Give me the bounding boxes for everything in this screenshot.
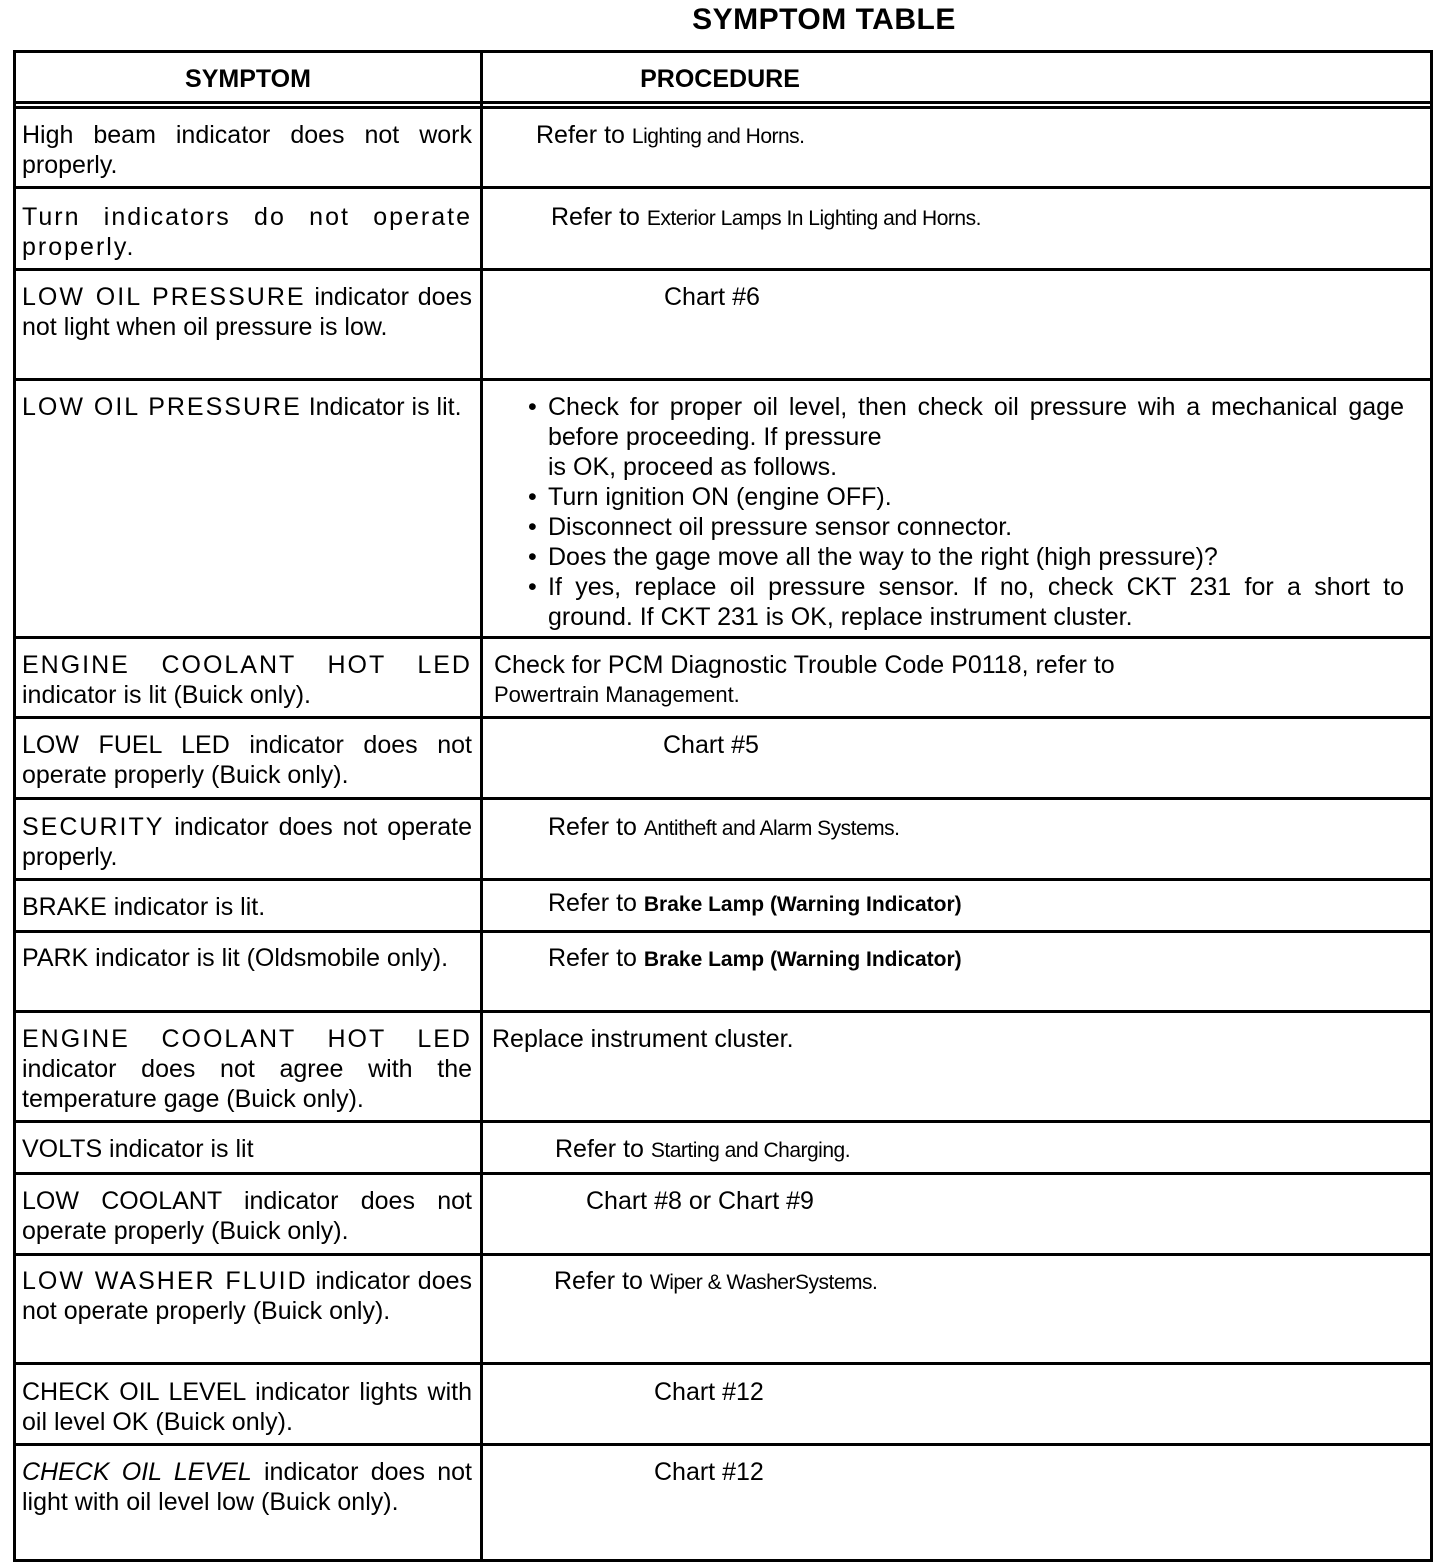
header-symptom: SYMPTOM	[185, 65, 311, 93]
procedure-step: is OK, proceed as follows.	[548, 453, 838, 481]
symptom-text: indicator does not operate properly.	[22, 813, 472, 871]
symptom-table	[13, 50, 1433, 1562]
procedure-cell	[490, 120, 1420, 152]
row-divider	[13, 1010, 1433, 1013]
symptom-cell	[22, 650, 472, 710]
procedure-prefix: Refer to	[536, 121, 625, 149]
symptom-caps: SECURITY	[22, 813, 165, 841]
procedure-ref: Brake Lamp (Warning Indicator)	[643, 948, 962, 971]
symptom-caps: LOW WASHER FLUID	[22, 1267, 308, 1295]
procedure-cell: Replace instrument cluster.	[492, 1025, 794, 1053]
procedure-ref: Antitheft and Alarm Systems.	[643, 817, 900, 840]
procedure-ref: Starting and Charging.	[650, 1139, 851, 1162]
page-title: SYMPTOM TABLE	[692, 3, 956, 36]
row-divider	[13, 1443, 1433, 1446]
procedure-ref: Wiper & WasherSystems.	[649, 1271, 878, 1294]
symptom-cell: LOW FUEL LED indicator does not operate properly (Buick only).	[22, 731, 472, 789]
symptom-cell: PARK indicator is lit (Oldsmobile only).	[22, 944, 449, 972]
header-procedure: PROCEDURE	[640, 65, 800, 93]
symptom-cell: LOW COOLANT indicator does not operate properly (Buick only).	[22, 1187, 472, 1245]
procedure-step: • Disconnect oil pressure sensor connector.	[524, 512, 1404, 542]
column-divider	[480, 50, 483, 1562]
symptom-cell	[22, 392, 472, 422]
procedure-cell: Chart #12	[654, 1458, 764, 1486]
procedure-cell	[524, 392, 1404, 632]
row-divider	[13, 1362, 1433, 1365]
procedure-cell	[490, 650, 1420, 710]
procedure-step: • Turn ignition ON (engine OFF).	[524, 482, 1404, 512]
row-divider	[13, 636, 1433, 639]
procedure-prefix: Refer to	[554, 1267, 643, 1295]
procedure-prefix: Refer to	[548, 944, 637, 972]
row-divider	[13, 101, 1433, 104]
symptom-cell	[22, 1024, 472, 1114]
procedure-step: • Check for proper oil level, then check oil pressure wih a mechanical gage before proceeding. If pressure	[524, 392, 1404, 452]
row-divider	[13, 1120, 1433, 1123]
procedure-prefix: Refer to	[551, 203, 640, 231]
row-divider	[13, 1253, 1433, 1256]
row-divider	[13, 797, 1433, 800]
symptom-text: indicator does not operate properly (Buick only).	[22, 1267, 472, 1325]
procedure-cell	[490, 1266, 1420, 1298]
procedure-cell	[490, 812, 1420, 844]
procedure-step: • If yes, replace oil pressure sensor. If no, check CKT 231 for a short to ground. If CKT 231 is OK, replace instrument cluster.	[524, 572, 1404, 632]
symptom-cell	[22, 812, 472, 872]
procedure-prefix: Refer to	[548, 813, 637, 841]
procedure-ref: Powertrain Management.	[494, 682, 740, 707]
procedure-text: Check for PCM Diagnostic Trouble Code P0118, refer to	[494, 651, 1115, 679]
row-divider	[13, 878, 1433, 881]
procedure-step: • Does the gage move all the way to the right (high pressure)?	[524, 542, 1404, 572]
symptom-caps: ENGINE COOLANT HOT LED	[22, 1025, 472, 1053]
symptom-text: indicator is lit (Buick only).	[22, 681, 311, 709]
row-divider	[13, 930, 1433, 933]
procedure-cell	[490, 1134, 1420, 1166]
symptom-cell	[22, 1457, 472, 1517]
symptom-cell: VOLTS indicator is lit	[22, 1135, 254, 1163]
procedure-ref: Lighting and Horns.	[631, 125, 805, 148]
symptom-cell: BRAKE indicator is lit.	[22, 893, 266, 921]
symptom-text: indicator does not agree with the temperature gage (Buick only).	[22, 1055, 472, 1113]
row-divider	[13, 1172, 1433, 1175]
procedure-steps	[524, 392, 1404, 632]
row-divider	[13, 268, 1433, 271]
symptom-caps: ENGINE COOLANT HOT LED	[22, 651, 472, 679]
symptom-caps: LOW OIL PRESSURE	[22, 283, 306, 311]
procedure-cell: Chart #5	[663, 731, 759, 759]
symptom-italic: CHECK OIL LEVEL	[22, 1458, 252, 1486]
procedure-cell	[490, 943, 1420, 975]
row-divider	[13, 106, 1433, 109]
procedure-prefix: Refer to	[555, 1135, 644, 1163]
row-divider	[13, 716, 1433, 719]
symptom-text: Indicator is lit.	[308, 393, 462, 421]
symptom-cell: CHECK OIL LEVEL indicator lights with oil level OK (Buick only).	[22, 1378, 472, 1436]
symptom-cell	[22, 1266, 472, 1326]
procedure-ref: Brake Lamp (Warning Indicator)	[643, 893, 962, 916]
symptom-text: indicator does not light when oil pressure is low.	[22, 283, 472, 341]
procedure-cell: Chart #6	[664, 283, 760, 311]
procedure-cell: Chart #8 or Chart #9	[586, 1187, 814, 1215]
symptom-text: indicator does not light with oil level low (Buick only).	[22, 1458, 472, 1516]
procedure-cell	[490, 202, 1420, 234]
procedure-prefix: Refer to	[548, 889, 637, 917]
symptom-cell: High beam indicator does not work properly.	[22, 121, 472, 179]
symptom-caps: LOW OIL PRESSURE	[22, 393, 302, 421]
row-divider	[13, 186, 1433, 189]
row-divider	[13, 378, 1433, 381]
symptom-cell: Turn indicators do not operate properly.	[22, 203, 472, 261]
procedure-ref: Exterior Lamps In Lighting and Horns.	[646, 207, 981, 230]
procedure-cell	[490, 888, 1420, 920]
symptom-cell	[22, 282, 472, 342]
procedure-cell: Chart #12	[654, 1378, 764, 1406]
